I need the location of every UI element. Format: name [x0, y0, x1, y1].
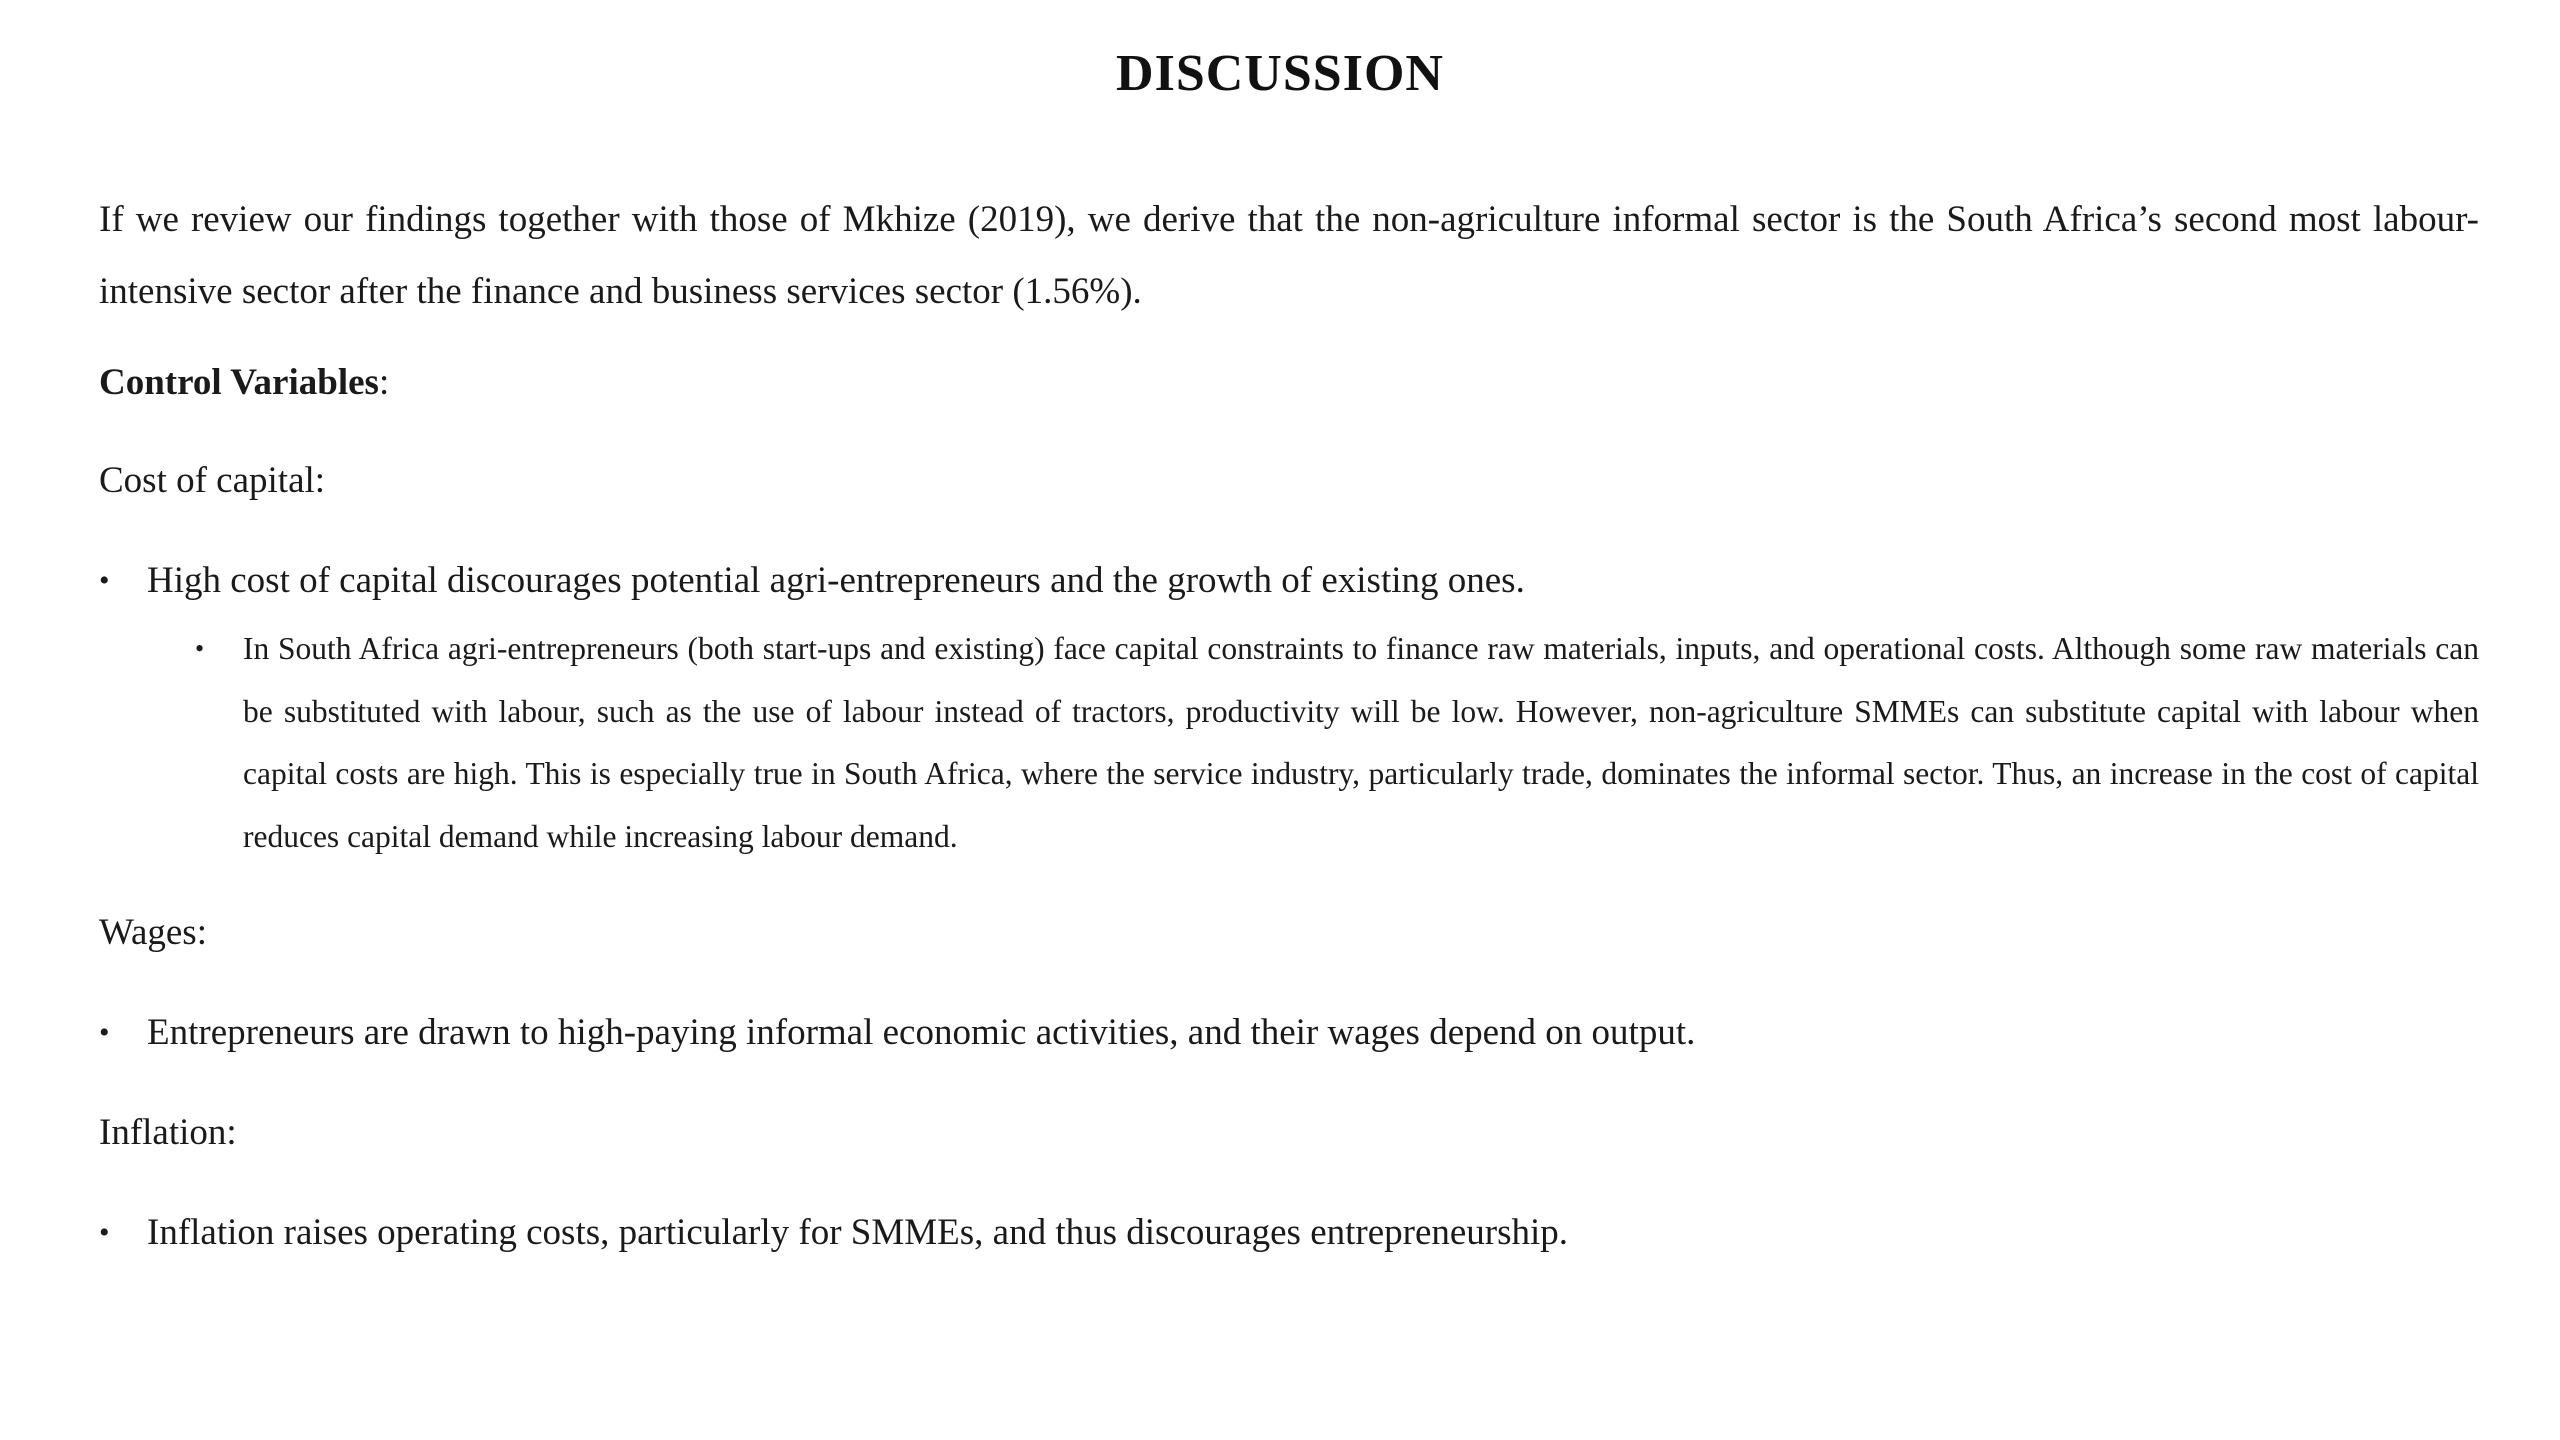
bullet-icon: •	[99, 1016, 110, 1049]
list-item	[99, 1208, 2479, 1258]
control-variables-label: Control Variables	[99, 362, 379, 403]
bullet-icon: •	[195, 634, 205, 663]
control-variables-heading	[99, 358, 2479, 408]
inflation-bullet-text: Inflation raises operating costs, particularly for SMMEs, and thus discourages entrepreneurship.	[147, 1212, 1569, 1253]
list-item	[99, 1008, 2479, 1058]
list-item	[195, 618, 2479, 868]
control-variables-suffix: :	[378, 362, 390, 403]
cost-of-capital-label: Cost of capital:	[99, 460, 326, 501]
capital-sub-bullet-text: In South Africa agri-entrepreneurs (both start-ups and existing) face capital constraints to finance raw materials, inputs, and operational costs. Although some raw materials can be substituted with labour, such as the use of labour instead of tractors, productivity will be low. However, non-agriculture SMMEs can substitute capital with labour when capital costs are high. This is especially true in South Africa, where the service industry, particularly trade, dominates the informal sector. Thus, an increase in the cost of capital reduces capital demand while increasing labour demand.	[243, 631, 2479, 854]
wages-bullet-text: Entrepreneurs are drawn to high-paying informal economic activities, and their wages depend on output.	[147, 1012, 1696, 1053]
page-title: DISCUSSION	[1116, 45, 1444, 102]
inflation-label: Inflation:	[99, 1112, 237, 1153]
list-item	[99, 556, 2479, 606]
bullet-icon: •	[99, 1216, 110, 1249]
capital-bullet-text: High cost of capital discourages potential agri-entrepreneurs and the growth of existing ones.	[147, 560, 1525, 601]
wages-label: Wages:	[99, 912, 207, 953]
slide-body	[99, 184, 2479, 1258]
bullet-icon: •	[99, 564, 110, 597]
intro-paragraph: If we review our findings together with those of Mkhize (2019), we derive that the non-agriculture informal sector is the South Africa’s second most labour-intensive sector after the finance and business services sector (1.56%).	[99, 199, 2479, 312]
